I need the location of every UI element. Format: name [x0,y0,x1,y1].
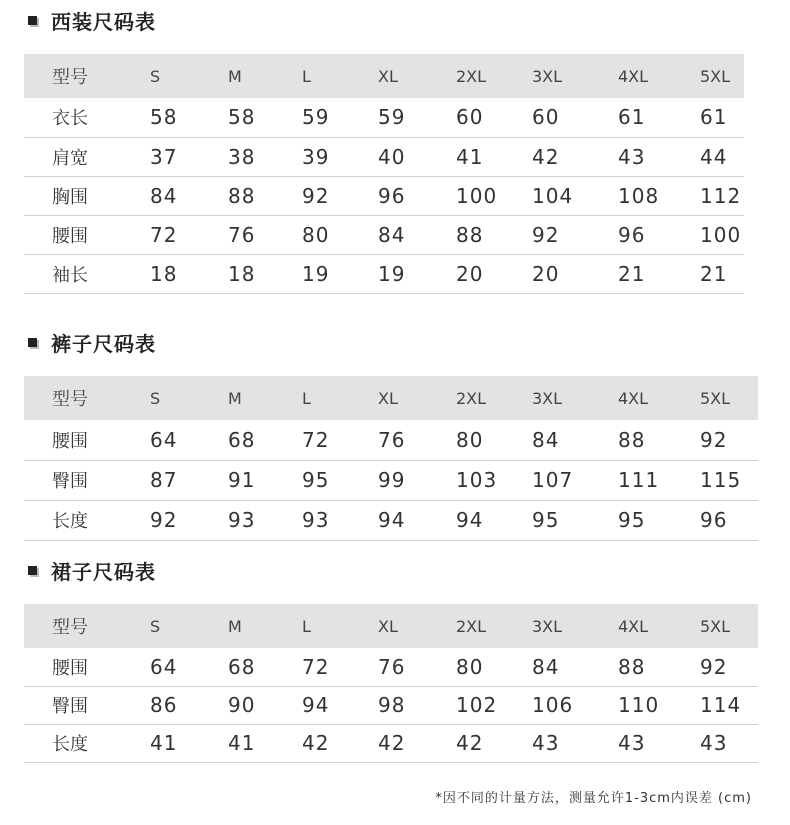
column-header-model: 型号 [24,54,150,98]
size-value-cell: 84 [532,420,618,460]
size-value-cell: 88 [456,215,532,254]
size-value-cell: 93 [302,500,378,540]
size-value-cell: 37 [150,137,228,176]
size-value-cell: 20 [532,254,618,293]
table-row [24,176,744,215]
size-value-cell: 96 [618,215,700,254]
size-value-cell: 76 [378,648,456,686]
column-header-size: 3XL [532,604,618,648]
table-row [24,420,758,460]
size-value-cell: 96 [700,500,758,540]
size-value-cell: 68 [228,648,302,686]
size-value-cell: 94 [378,500,456,540]
column-header-size: L [302,54,378,98]
size-value-cell: 106 [532,686,618,724]
size-value-cell: 60 [456,98,532,137]
column-header-size: XL [378,376,456,420]
size-value-cell: 80 [456,648,532,686]
size-value-cell: 115 [700,460,758,500]
column-header-model: 型号 [24,376,150,420]
size-value-cell: 92 [700,420,758,460]
size-value-cell: 76 [378,420,456,460]
size-value-cell: 72 [302,648,378,686]
size-value-cell: 59 [302,98,378,137]
row-label: 腰围 [24,648,150,686]
size-value-cell: 61 [700,98,744,137]
size-value-cell: 72 [150,215,228,254]
size-value-cell: 112 [700,176,744,215]
size-value-cell: 42 [456,724,532,762]
skirt-size-title [28,556,156,585]
size-value-cell: 92 [532,215,618,254]
table-row [24,98,744,137]
column-header-size: XL [378,54,456,98]
square-bullet-icon [28,566,37,575]
column-header-size: 5XL [700,54,744,98]
size-value-cell: 41 [456,137,532,176]
column-header-size: 4XL [618,376,700,420]
size-value-cell: 111 [618,460,700,500]
column-header-size: S [150,376,228,420]
size-value-cell: 18 [228,254,302,293]
size-value-cell: 98 [378,686,456,724]
column-header-size: L [302,604,378,648]
size-value-cell: 39 [302,137,378,176]
size-value-cell: 88 [618,420,700,460]
pants-size-table [24,376,758,541]
section-title-text: 裤子尺码表 [51,332,156,356]
size-value-cell: 95 [618,500,700,540]
size-value-cell: 44 [700,137,744,176]
size-value-cell: 76 [228,215,302,254]
size-value-cell: 64 [150,420,228,460]
size-value-cell: 107 [532,460,618,500]
square-bullet-icon [28,16,37,25]
size-value-cell: 40 [378,137,456,176]
size-value-cell: 91 [228,460,302,500]
row-label: 长度 [24,724,150,762]
row-label: 肩宽 [24,137,150,176]
row-label: 袖长 [24,254,150,293]
column-header-size: 2XL [456,54,532,98]
row-label: 长度 [24,500,150,540]
size-value-cell: 38 [228,137,302,176]
size-value-cell: 92 [150,500,228,540]
size-value-cell: 42 [378,724,456,762]
square-bullet-icon [28,338,37,347]
size-value-cell: 100 [700,215,744,254]
size-value-cell: 95 [532,500,618,540]
row-label: 腰围 [24,420,150,460]
table-row [24,724,758,762]
size-value-cell: 61 [618,98,700,137]
size-value-cell: 102 [456,686,532,724]
size-value-cell: 96 [378,176,456,215]
pants-size-title [28,328,156,357]
table-row [24,686,758,724]
size-value-cell: 92 [302,176,378,215]
table-row [24,500,758,540]
row-label: 腰围 [24,215,150,254]
size-value-cell: 58 [228,98,302,137]
table-header-row [24,54,744,98]
column-header-size: 5XL [700,604,758,648]
size-value-cell: 94 [302,686,378,724]
size-value-cell: 92 [700,648,758,686]
size-value-cell: 20 [456,254,532,293]
size-value-cell: 64 [150,648,228,686]
column-header-size: 4XL [618,604,700,648]
size-value-cell: 72 [302,420,378,460]
table-row [24,460,758,500]
suit-size-table [24,54,744,294]
skirt-size-table [24,604,758,763]
table-header-row [24,604,758,648]
column-header-model: 型号 [24,604,150,648]
table-row [24,254,744,293]
size-value-cell: 110 [618,686,700,724]
size-value-cell: 43 [618,724,700,762]
size-value-cell: 19 [378,254,456,293]
column-header-size: 2XL [456,604,532,648]
column-header-size: L [302,376,378,420]
size-value-cell: 59 [378,98,456,137]
size-value-cell: 42 [532,137,618,176]
size-value-cell: 41 [228,724,302,762]
measurement-note: *因不同的计量方法，测量允许1-3cm内误差 (cm) [435,791,752,806]
row-label: 胸围 [24,176,150,215]
column-header-size: S [150,54,228,98]
size-value-cell: 60 [532,98,618,137]
column-header-size: 3XL [532,54,618,98]
column-header-size: M [228,604,302,648]
size-value-cell: 80 [456,420,532,460]
size-value-cell: 103 [456,460,532,500]
size-value-cell: 84 [378,215,456,254]
size-value-cell: 94 [456,500,532,540]
size-value-cell: 100 [456,176,532,215]
size-value-cell: 88 [618,648,700,686]
table-row [24,648,758,686]
size-value-cell: 58 [150,98,228,137]
column-header-size: 2XL [456,376,532,420]
size-value-cell: 43 [700,724,758,762]
table-row [24,215,744,254]
row-label: 臀围 [24,460,150,500]
size-value-cell: 84 [532,648,618,686]
size-value-cell: 95 [302,460,378,500]
size-value-cell: 104 [532,176,618,215]
size-value-cell: 41 [150,724,228,762]
column-header-size: 5XL [700,376,758,420]
column-header-size: 3XL [532,376,618,420]
column-header-size: M [228,376,302,420]
table-header-row [24,376,758,420]
column-header-size: 4XL [618,54,700,98]
column-header-size: S [150,604,228,648]
section-title-text: 西装尺码表 [51,10,156,34]
table-row [24,137,744,176]
size-value-cell: 18 [150,254,228,293]
size-value-cell: 84 [150,176,228,215]
size-value-cell: 87 [150,460,228,500]
size-value-cell: 99 [378,460,456,500]
size-value-cell: 108 [618,176,700,215]
row-label: 衣长 [24,98,150,137]
size-value-cell: 42 [302,724,378,762]
size-value-cell: 93 [228,500,302,540]
size-value-cell: 21 [700,254,744,293]
column-header-size: M [228,54,302,98]
section-title-text: 裙子尺码表 [51,560,156,584]
size-value-cell: 68 [228,420,302,460]
suit-size-title [28,6,156,35]
size-value-cell: 21 [618,254,700,293]
row-label: 臀围 [24,686,150,724]
size-value-cell: 19 [302,254,378,293]
size-value-cell: 86 [150,686,228,724]
size-value-cell: 88 [228,176,302,215]
size-value-cell: 90 [228,686,302,724]
size-value-cell: 43 [532,724,618,762]
column-header-size: XL [378,604,456,648]
size-value-cell: 43 [618,137,700,176]
size-value-cell: 80 [302,215,378,254]
size-value-cell: 114 [700,686,758,724]
